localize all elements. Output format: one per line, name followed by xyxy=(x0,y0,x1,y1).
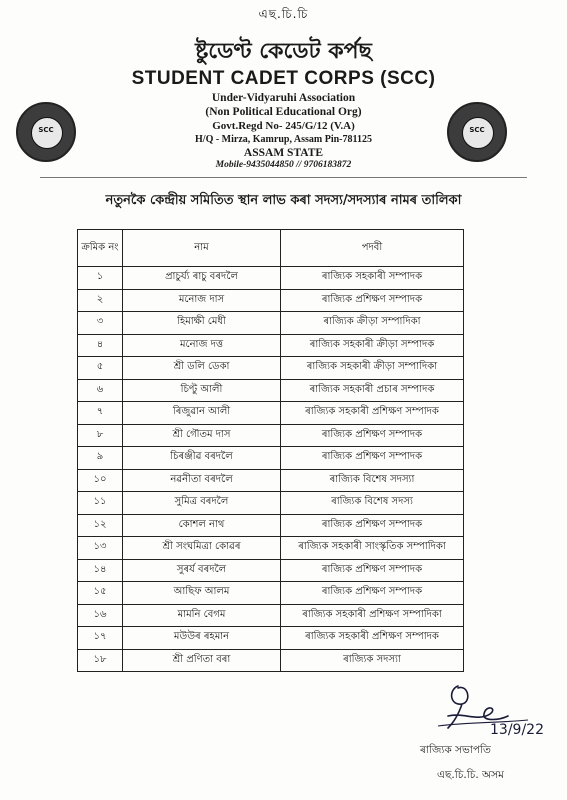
members-table xyxy=(77,229,464,672)
cell-serial: ১৬ xyxy=(78,604,123,627)
table-row xyxy=(78,469,464,492)
table-row xyxy=(78,582,464,605)
col-header-name: নাম xyxy=(123,230,281,267)
cell-serial: ২ xyxy=(78,289,123,312)
table-row xyxy=(78,424,464,447)
cell-name: নৱনীতা বৰদলৈ xyxy=(123,469,281,492)
cell-serial: ১৩ xyxy=(78,537,123,560)
cell-serial: ৮ xyxy=(78,424,123,447)
col-header-designation: পদবী xyxy=(281,230,464,267)
table-header-row xyxy=(78,230,464,267)
table-row xyxy=(78,447,464,470)
cell-name: চিৰঞ্জীৱ বৰদলৈ xyxy=(123,447,281,470)
cell-designation: ৰাজ্যিক প্ৰশিক্ষণ সম্পাদক xyxy=(281,424,464,447)
cell-designation: ৰাজ্যিক প্ৰশিক্ষণ সম্পাদক xyxy=(281,447,464,470)
cell-serial: ১১ xyxy=(78,492,123,515)
table-row xyxy=(78,289,464,312)
signatory-org: এছ.চি.চি. অসম xyxy=(437,769,504,781)
cell-name: কোশল নাথ xyxy=(123,514,281,537)
cell-designation: ৰাজ্যিক সহকাৰী সম্পাদক xyxy=(281,267,464,290)
table-row xyxy=(78,267,464,290)
table-row xyxy=(78,402,464,425)
cell-name: শ্ৰী গৌতম দাস xyxy=(123,424,281,447)
cell-name: শ্ৰী প্ৰণিতা বৰা xyxy=(123,649,281,672)
cell-designation: ৰাজ্যিক সদস্যা xyxy=(281,649,464,672)
table-row xyxy=(78,312,464,335)
cell-serial: ১৮ xyxy=(78,649,123,672)
cell-designation: ৰাজ্যিক সহকাৰী সাংস্কৃতিক সম্পাদিকা xyxy=(281,537,464,560)
org-info-line: H/Q - Mirza, Kamrup, Assam Pin-781125 xyxy=(195,134,372,145)
table-row xyxy=(78,627,464,650)
cell-name: মনোজ দাস xyxy=(123,289,281,312)
col-header-serial: ক্ৰমিক নং xyxy=(78,230,123,267)
cell-designation: ৰাজ্যিক বিশেষ সদস্যা xyxy=(281,469,464,492)
org-info-line: Govt.Regd No- 245/G/12 (V.A) xyxy=(212,120,355,132)
cell-name: মউউৰ ৰহমান xyxy=(123,627,281,650)
org-info-line: Under-Vidyaruhi Association xyxy=(211,92,356,104)
cell-serial: ১৪ xyxy=(78,559,123,582)
table-row xyxy=(78,357,464,380)
cell-serial: ৬ xyxy=(78,379,123,402)
cell-serial: ৯ xyxy=(78,447,123,470)
cell-name: আছিফ আলম xyxy=(123,582,281,605)
cell-name: শ্ৰী সংঘমিত্ৰা কোৱৰ xyxy=(123,537,281,560)
cell-designation: ৰাজ্যিক সহকাৰী প্ৰশিক্ষণ সম্পাদিকা xyxy=(281,604,464,627)
logo-text: SCC xyxy=(469,126,485,134)
cell-designation: ৰাজ্যিক সহকাৰী প্ৰশিক্ষণ সম্পাদক xyxy=(281,402,464,425)
cell-designation: ৰাজ্যিক প্ৰশিক্ষণ সম্পাদক xyxy=(281,514,464,537)
cell-designation: ৰাজ্যিক সহকাৰী প্ৰশিক্ষণ সম্পাদক xyxy=(281,627,464,650)
cell-name: প্ৰাচুৰ্য্য ৰাচু বৰদলৈ xyxy=(123,267,281,290)
cell-name: ৰিজুৱান আলী xyxy=(123,402,281,425)
table-row xyxy=(78,334,464,357)
org-info-line: ASSAM STATE xyxy=(243,147,324,159)
cell-designation: ৰাজ্যিক সহকাৰী ক্ৰীড়া সম্পাদক xyxy=(281,334,464,357)
cell-designation: ৰাজ্যিক প্ৰশিক্ষণ সম্পাদক xyxy=(281,289,464,312)
signature-date: 13/9/22 xyxy=(490,722,544,738)
scc-logo-left xyxy=(16,102,76,162)
header-divider xyxy=(40,177,527,178)
cell-designation: ৰাজ্যিক ক্ৰীড়া সম্পাদিকা xyxy=(281,312,464,335)
table-row xyxy=(78,379,464,402)
cell-designation: ৰাজ্যিক সহকাৰী ক্ৰীড়া সম্পাদিকা xyxy=(281,357,464,380)
cell-serial: ৩ xyxy=(78,312,123,335)
cell-serial: ১২ xyxy=(78,514,123,537)
signature xyxy=(428,676,544,741)
cell-name: চিণ্টু আলী xyxy=(123,379,281,402)
table-row xyxy=(78,604,464,627)
cell-designation: ৰাজ্যিক প্ৰশিক্ষণ সম্পাদক xyxy=(281,582,464,605)
logo-text: SCC xyxy=(38,126,54,134)
cell-name: সুমিত্ৰ বৰদলৈ xyxy=(123,492,281,515)
table-row xyxy=(78,537,464,560)
cell-serial: ৪ xyxy=(78,334,123,357)
cell-name: মামনি বেগম xyxy=(123,604,281,627)
cell-designation: ৰাজ্যিক বিশেষ সদস্য xyxy=(281,492,464,515)
cell-serial: ১ xyxy=(78,267,123,290)
cell-serial: ১৭ xyxy=(78,627,123,650)
cell-name: শ্ৰী ডলি ডেকা xyxy=(123,357,281,380)
org-title-assamese: ষ্টুডেণ্ট কেডেট কৰ্পছ xyxy=(195,39,372,64)
cell-name: হিমাক্ষী মেধী xyxy=(123,312,281,335)
table-row xyxy=(78,492,464,515)
org-info-line: (Non Political Educational Org) xyxy=(205,106,362,118)
cell-name: মনোজ দত্ত xyxy=(123,334,281,357)
table-row xyxy=(78,514,464,537)
cell-serial: ৫ xyxy=(78,357,123,380)
table-row xyxy=(78,559,464,582)
cell-designation: ৰাজ্যিক সহকাৰী প্ৰচাৰ সম্পাদক xyxy=(281,379,464,402)
list-title: নতুনকৈ কেন্দ্ৰীয় সমিতিত স্থান লাভ কৰা সদস্য/সদস্যাৰ নামৰ তালিকা xyxy=(105,193,462,208)
header-top-label: এছ.চি.চি xyxy=(258,7,309,21)
signatory-role: ৰাজ্যিক সভাপতি xyxy=(420,744,491,756)
scc-logo-right xyxy=(447,102,507,162)
cell-designation: ৰাজ্যিক প্ৰশিক্ষণ সম্পাদক xyxy=(281,559,464,582)
cell-serial: ১৫ xyxy=(78,582,123,605)
cell-serial: ৭ xyxy=(78,402,123,425)
org-title-english: STUDENT CADET CORPS (SCC) xyxy=(131,68,436,89)
cell-serial: ১০ xyxy=(78,469,123,492)
org-info-line: Mobile-9435044850 // 9706183872 xyxy=(215,160,352,170)
table-row xyxy=(78,649,464,672)
cell-name: সুৰৰ্য বৰদলৈ xyxy=(123,559,281,582)
